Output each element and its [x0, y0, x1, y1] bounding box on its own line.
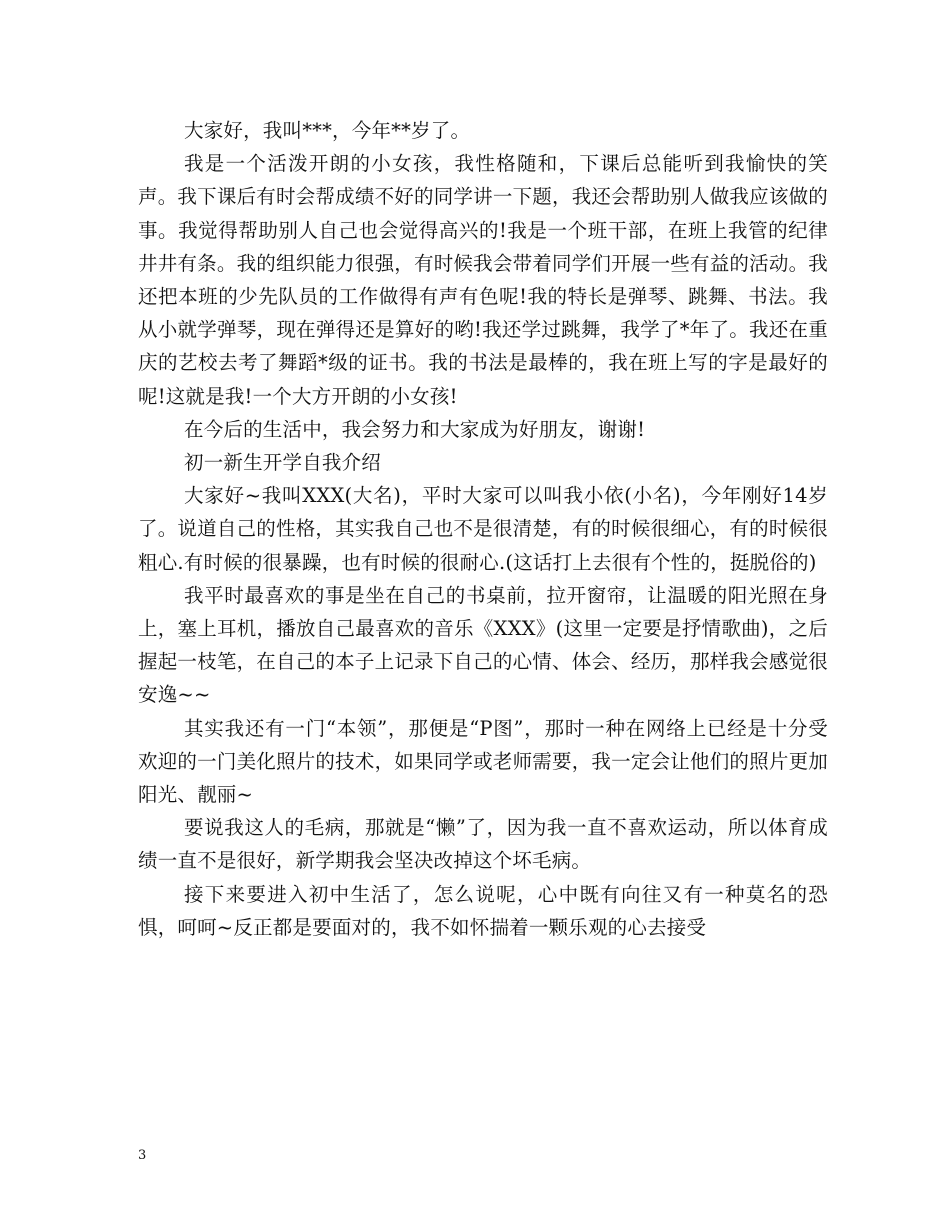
paragraph-future: 接下来要进入初中生活了，怎么说呢，心中既有向往又有一种莫名的恐惧，呵呵~反正都是要面对的，我不如怀揣着一颗乐观的心去接受	[138, 882, 828, 939]
paragraph-closing: 在今后的生活中，我会努力和大家成为好朋友，谢谢!	[184, 417, 646, 441]
page-number: 3	[138, 1148, 147, 1163]
paragraph-greeting: 大家好，我叫***，今年**岁了。	[184, 119, 471, 142]
paragraph-weakness: 要说我这人的毛病，那就是“懒”了，因为我一直不喜欢运动，所以体育成绩一直不是很好，新学期我会坚决改掉这个坏毛病。	[138, 816, 828, 873]
paragraph-personality: 我是一个活泼开朗的小女孩，我性格随和，下课后总能听到我愉快的笑声。我下课后有时会帮成绩不好的同学讲一下题，我还会帮助别人做我应该做的事。我觉得帮助别人自己也会觉得高兴的!我是一个班干部，在班上我管的纪律井井有条。我的组织能力很强，有时候我会带着同学们开展一些有益的活动。我还把本班的少先队员的工作做得有声有色呢!我的特长是弹琴、跳舞、书法。我从小就学弹琴，现在弹得还是算好的哟!我还学过跳舞，我学了*年了。我还在重庆的艺校去考了舞蹈*级的证书。我的书法是最棒的，我在班上写的字是最好的呢!这就是我!一个大方开朗的小女孩!	[138, 152, 828, 408]
document-body	[138, 114, 828, 944]
paragraph-introduction: 大家好~我叫XXX(大名)，平时大家可以叫我小依(小名)，今年刚好14岁了。说道自己的性格，其实我自己也不是很清楚，有的时候很细心，有的时候很粗心.有时候的很暴躁，也有时候的很耐心.(这话打上去很有个性的，挺脱俗的)	[138, 484, 828, 574]
paragraph-skills: 其实我还有一门“本领”，那便是“P图”，那时一种在网络上已经是十分受欢迎的一门美化照片的技术，如果同学或老师需要，我一定会让他们的照片更加阳光、靓丽~	[138, 716, 828, 807]
section-heading: 初一新生开学自我介绍	[184, 451, 382, 475]
paragraph-hobbies: 我平时最喜欢的事是坐在自己的书桌前，拉开窗帘，让温暖的阳光照在身上，塞上耳机，播放自己最喜欢的音乐《XXX》(这里一定要是抒情歌曲)，之后握起一枝笔，在自己的本子上记录下自己的心情、体会、经历，那样我会感觉很安逸~~	[138, 583, 828, 707]
